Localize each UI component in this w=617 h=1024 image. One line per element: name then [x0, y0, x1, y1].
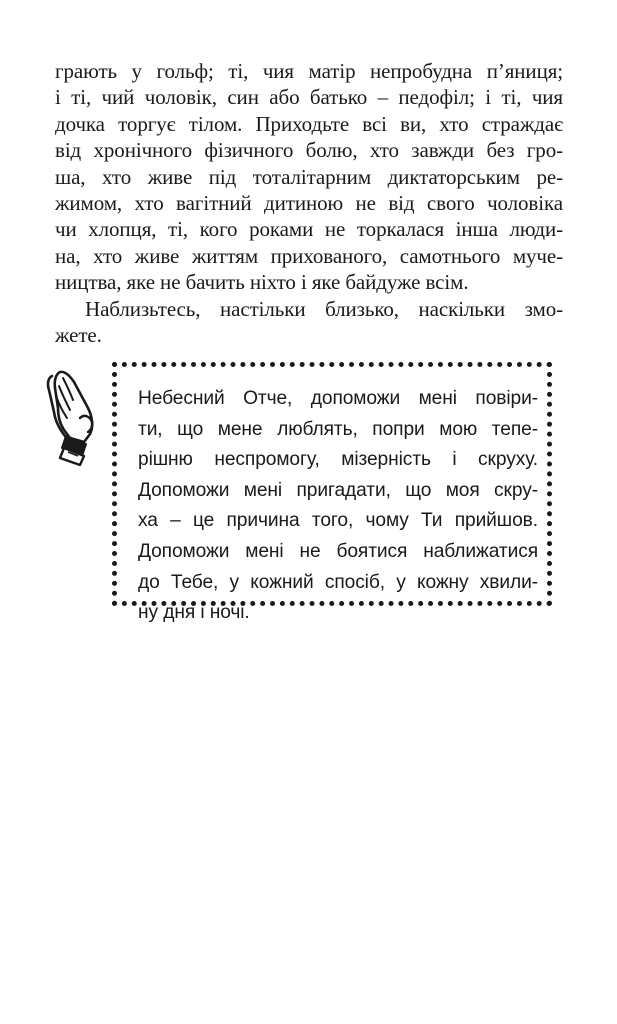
text-line: і ті, чий чоловік, син або батько – педофіл; і ті, чия	[55, 85, 563, 110]
prayer-line: Допоможи мені пригадати, що моя скру-	[138, 479, 538, 501]
prayer-line: рішню неспромогу, мізерність і скруху.	[138, 449, 538, 471]
text-line: на, хто живе життям прихованого, самотнього муче-	[55, 243, 563, 268]
text-line: ництва, яке не бачить ніхто і яке байдуже всім.	[55, 270, 469, 295]
text-line: жимом, хто вагітний дитиною не від свого чоловіка	[55, 190, 563, 215]
text-line: ша, хто живе під тоталітарним диктаторським ре-	[55, 164, 563, 189]
text-line: чи хлопця, ті, кого роками не торкалася інша люди-	[55, 217, 563, 242]
prayer-line: Допоможи мені не боятися наближатися	[138, 540, 538, 562]
prayer-line: до Тебе, у кожний спосіб, у кожну хвили-	[138, 571, 538, 593]
text-line: Наблизьтесь, настільки близько, наскільки змо-	[85, 296, 563, 321]
prayer-line: ха – це причина того, чому Ти прийшов.	[138, 510, 538, 532]
text-line: від хронічного фізичного болю, хто завжди без гро-	[55, 138, 563, 163]
prayer-line: Небесний Отче, допоможи мені повіри-	[138, 388, 538, 409]
body-text	[55, 58, 563, 348]
text-line: грають у гольф; ті, чия матір непробудна п’яниця;	[55, 59, 563, 83]
praying-hands-icon	[40, 368, 116, 468]
text-line: жете.	[55, 322, 102, 347]
prayer-text	[138, 384, 538, 629]
text-line: дочка торгує тілом. Приходьте всі ви, хто страждає	[55, 111, 563, 136]
prayer-line: ти, що мене люблять, попри мою тепе-	[138, 418, 538, 440]
prayer-line: ну дня і ночі.	[138, 602, 250, 624]
